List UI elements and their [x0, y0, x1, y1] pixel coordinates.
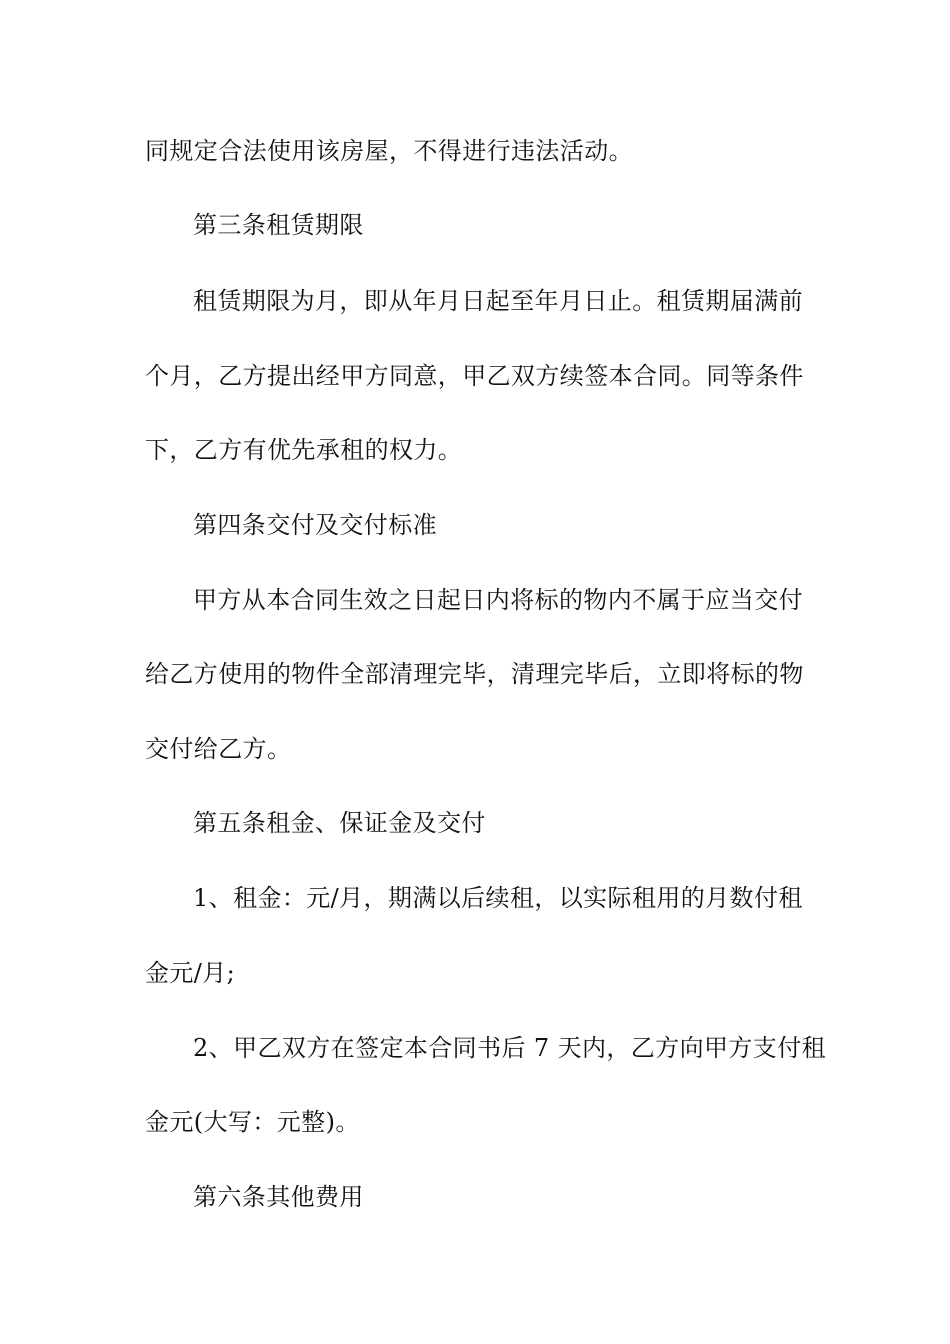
paragraph-line: 甲方从本合同生效之日起日内将标的物内不属于应当交付 — [193, 586, 803, 614]
paragraph-line: 交付给乙方。 — [145, 735, 292, 763]
paragraph-line: 2、甲乙双方在签定本合同书后 7 天内，乙方向甲方支付租 — [193, 1034, 826, 1062]
section-heading: 第三条租赁期限 — [193, 211, 364, 239]
section-heading: 第六条其他费用 — [193, 1183, 364, 1211]
paragraph-line: 给乙方使用的物件全部清理完毕，清理完毕后，立即将标的物 — [145, 660, 804, 688]
paragraph-line: 同规定合法使用该房屋，不得进行违法活动。 — [145, 137, 633, 165]
paragraph-line: 金元(大写：元整)。 — [145, 1108, 360, 1136]
paragraph-line: 个月，乙方提出经甲方同意，甲乙双方续签本合同。同等条件 — [145, 362, 804, 390]
section-heading: 第四条交付及交付标准 — [193, 511, 437, 539]
paragraph-line: 金元/月; — [145, 959, 236, 987]
section-heading: 第五条租金、保证金及交付 — [193, 809, 486, 837]
paragraph-line: 租赁期限为月，即从年月日起至年月日止。租赁期届满前 — [193, 287, 803, 315]
paragraph-line: 1、租金：元/月，期满以后续租，以实际租用的月数付租 — [193, 884, 803, 912]
paragraph-line: 下，乙方有优先承租的权力。 — [145, 436, 463, 464]
